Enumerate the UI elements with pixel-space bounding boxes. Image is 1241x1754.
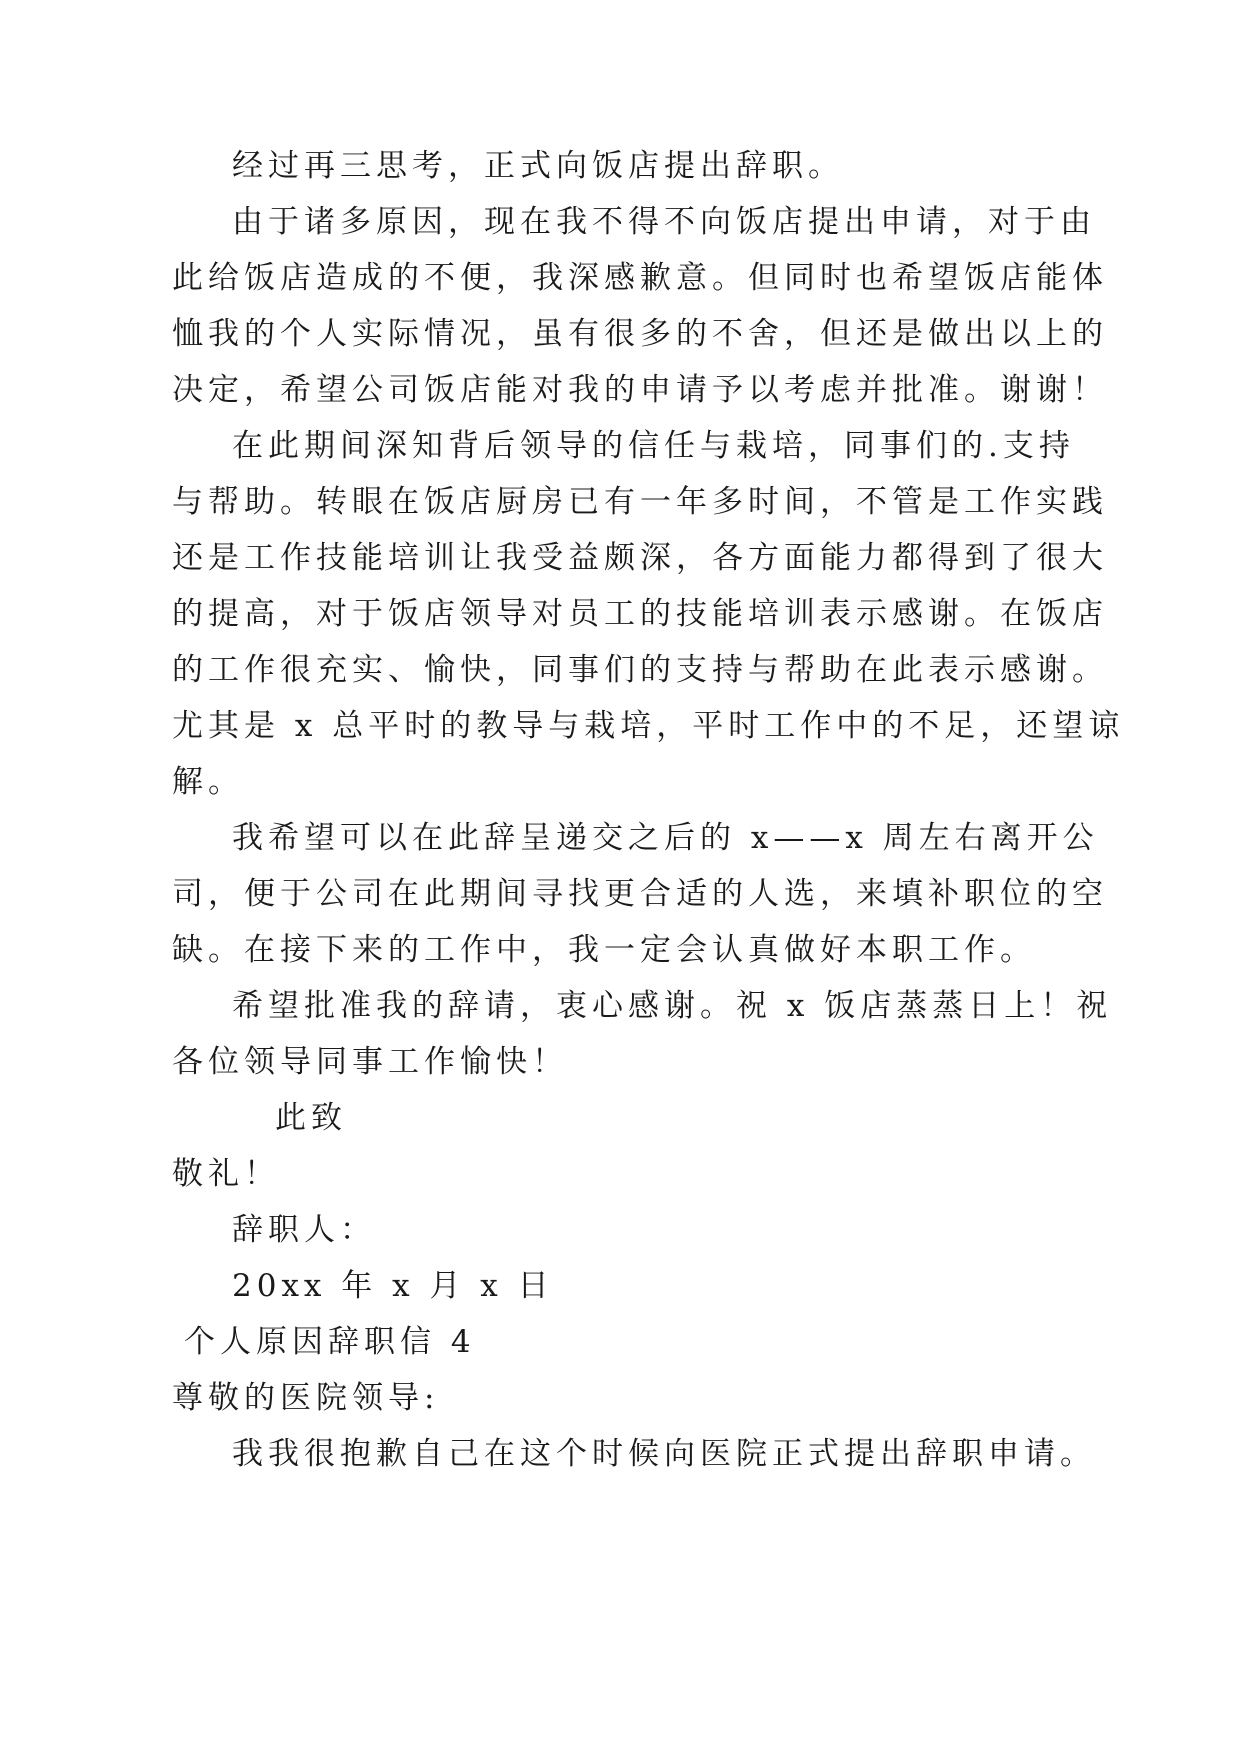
paragraph-line: 各位领导同事工作愉快！	[172, 1044, 568, 1080]
paragraph-line: 尤其是 x 总平时的教导与栽培，平时工作中的不足，还望谅	[172, 708, 1125, 744]
closing-regards: 敬礼！	[172, 1156, 280, 1192]
paragraph-line: 司，便于公司在此期间寻找更合适的人选，来填补职位的空	[172, 876, 1108, 912]
paragraph-line: 恤我的个人实际情况，虽有很多的不舍，但还是做出以上的	[172, 316, 1108, 352]
paragraph-line: 还是工作技能培训让我受益颇深，各方面能力都得到了很大	[172, 540, 1108, 576]
paragraph-line: 由于诸多原因，现在我不得不向饭店提出申请，对于由	[232, 204, 1096, 240]
paragraph-line: 希望批准我的辞请，衷心感谢。祝 x 饭店蒸蒸日上！祝	[232, 988, 1113, 1024]
paragraph-line: 与帮助。转眼在饭店厨房已有一年多时间，不管是工作实践	[172, 484, 1108, 520]
paragraph-line: 我希望可以在此辞呈递交之后的 x——x 周左右离开公	[232, 820, 1099, 856]
paragraph-line: 缺。在接下来的工作中，我一定会认真做好本职工作。	[172, 932, 1036, 968]
paragraph-line: 的工作很充实、愉快，同事们的支持与帮助在此表示感谢。	[172, 652, 1108, 688]
paragraph-line: 在此期间深知背后领导的信任与栽培，同事们的.支持	[232, 428, 1075, 464]
signature-date: 20xx 年 x 月 x 日	[232, 1268, 554, 1304]
paragraph-line: 的提高，对于饭店领导对员工的技能培训表示感谢。在饭店	[172, 596, 1108, 632]
section-heading: 个人原因辞职信 4	[184, 1324, 476, 1360]
paragraph-line: 我我很抱歉自己在这个时候向医院正式提出辞职申请。	[232, 1436, 1096, 1472]
paragraph-line: 此给饭店造成的不便，我深感歉意。但同时也希望饭店能体	[172, 260, 1108, 296]
paragraph-line: 解。	[172, 764, 244, 800]
paragraph-line: 经过再三思考，正式向饭店提出辞职。	[232, 148, 844, 184]
letter-greeting: 尊敬的医院领导:	[172, 1380, 440, 1416]
closing-salutation: 此致	[275, 1100, 347, 1136]
signature-label: 辞职人：	[232, 1212, 376, 1248]
paragraph-line: 决定，希望公司饭店能对我的申请予以考虑并批准。谢谢！	[172, 372, 1108, 408]
